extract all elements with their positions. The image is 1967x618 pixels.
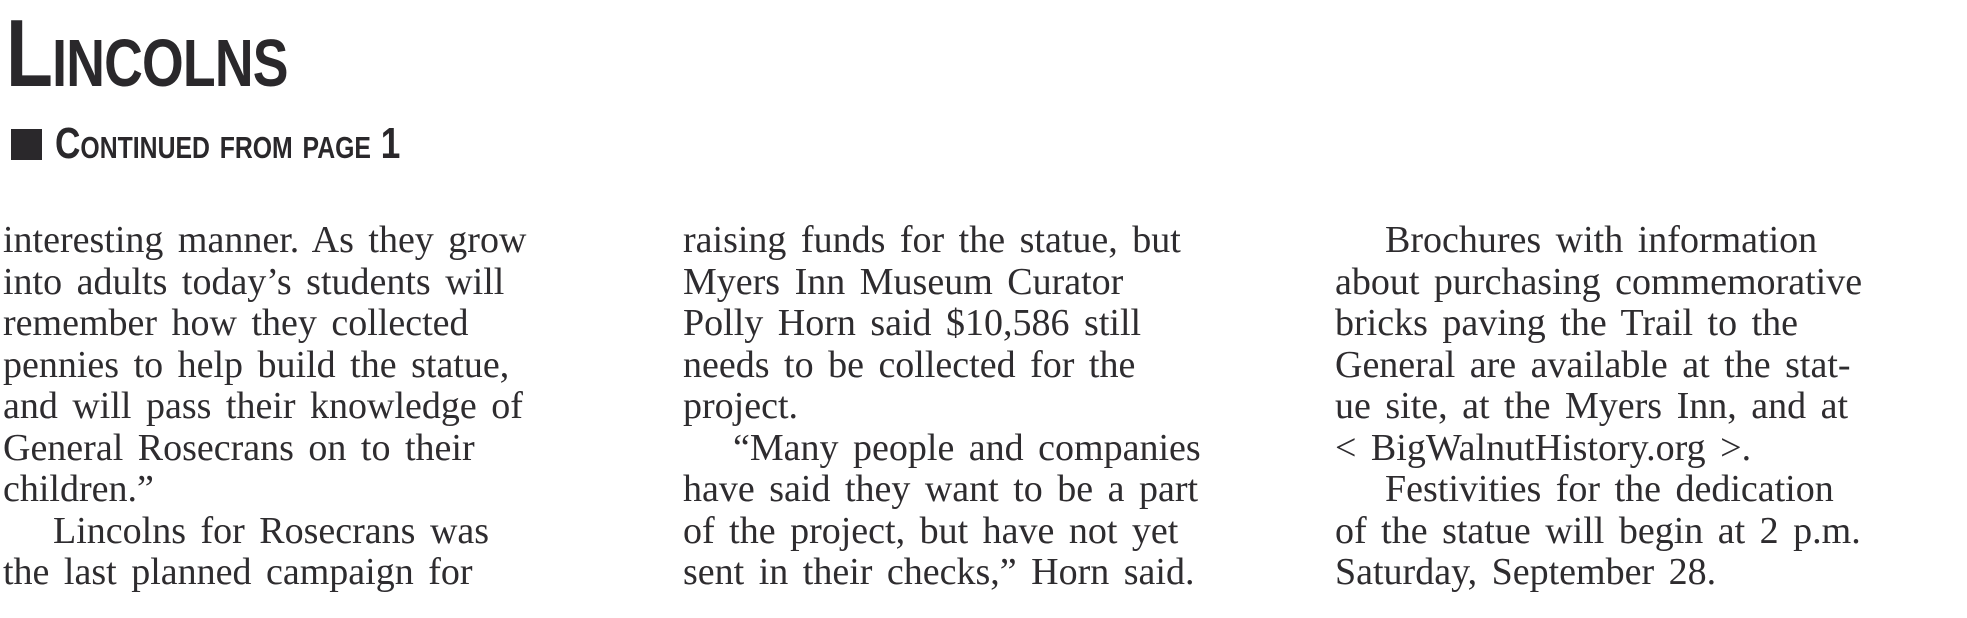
article-body bbox=[0, 220, 1967, 594]
article-text-line: and will pass their knowledge of bbox=[3, 385, 523, 428]
black-square-icon bbox=[11, 129, 42, 160]
continued-from-kicker bbox=[11, 120, 1967, 168]
article-text-line: bricks paving the Trail to the bbox=[1335, 302, 1799, 345]
article-text-line: < BigWalnutHistory.org >. bbox=[1335, 426, 1752, 469]
article-text-line: sent in their checks,” Horn said. bbox=[683, 551, 1195, 594]
article-text-line: Polly Horn said $10,586 still bbox=[683, 302, 1142, 345]
article-text-line: General Rosecrans on to their bbox=[3, 426, 475, 469]
article-text-line: into adults today’s students will bbox=[3, 260, 505, 303]
article-text-line: children.” bbox=[3, 468, 154, 511]
article-text-line: Saturday, September 28. bbox=[1335, 551, 1717, 594]
article-column-3 bbox=[1335, 220, 1955, 594]
article-text-line: raising funds for the statue, but bbox=[683, 219, 1181, 262]
article-text-line: ue site, at the Myers Inn, and at bbox=[1335, 385, 1849, 428]
article-column-2 bbox=[683, 220, 1269, 594]
article-text-line: Festivities for the dedication bbox=[1385, 468, 1834, 511]
kicker-label: Continued from page 1 bbox=[55, 119, 401, 168]
article-text-line: Lincolns for Rosecrans was bbox=[53, 509, 490, 552]
article-text-line: of the project, but have not yet bbox=[683, 509, 1179, 552]
article-text-line: Brochures with information bbox=[1385, 219, 1818, 262]
article-text-line: remember how they collected bbox=[3, 302, 469, 345]
article-headline: Lincolns bbox=[6, 0, 288, 107]
article-text-line: “Many people and companies bbox=[733, 426, 1201, 469]
article-text-line: of the statue will begin at 2 p.m. bbox=[1335, 509, 1861, 552]
article-column-1 bbox=[3, 220, 617, 594]
article-text-line: about purchasing commemorative bbox=[1335, 260, 1863, 303]
article-text-line: project. bbox=[683, 385, 799, 428]
article-text-line: interesting manner. As they grow bbox=[3, 219, 527, 262]
article-jump-header bbox=[0, 0, 1967, 168]
article-text-line: have said they want to be a part bbox=[683, 468, 1199, 511]
article-text-line: the last planned campaign for bbox=[3, 551, 473, 594]
article-text-line: needs to be collected for the bbox=[683, 343, 1136, 386]
article-text-line: General are available at the stat- bbox=[1335, 343, 1851, 386]
article-text-line: Myers Inn Museum Curator bbox=[683, 260, 1124, 303]
article-text-line: pennies to help build the statue, bbox=[3, 343, 510, 386]
